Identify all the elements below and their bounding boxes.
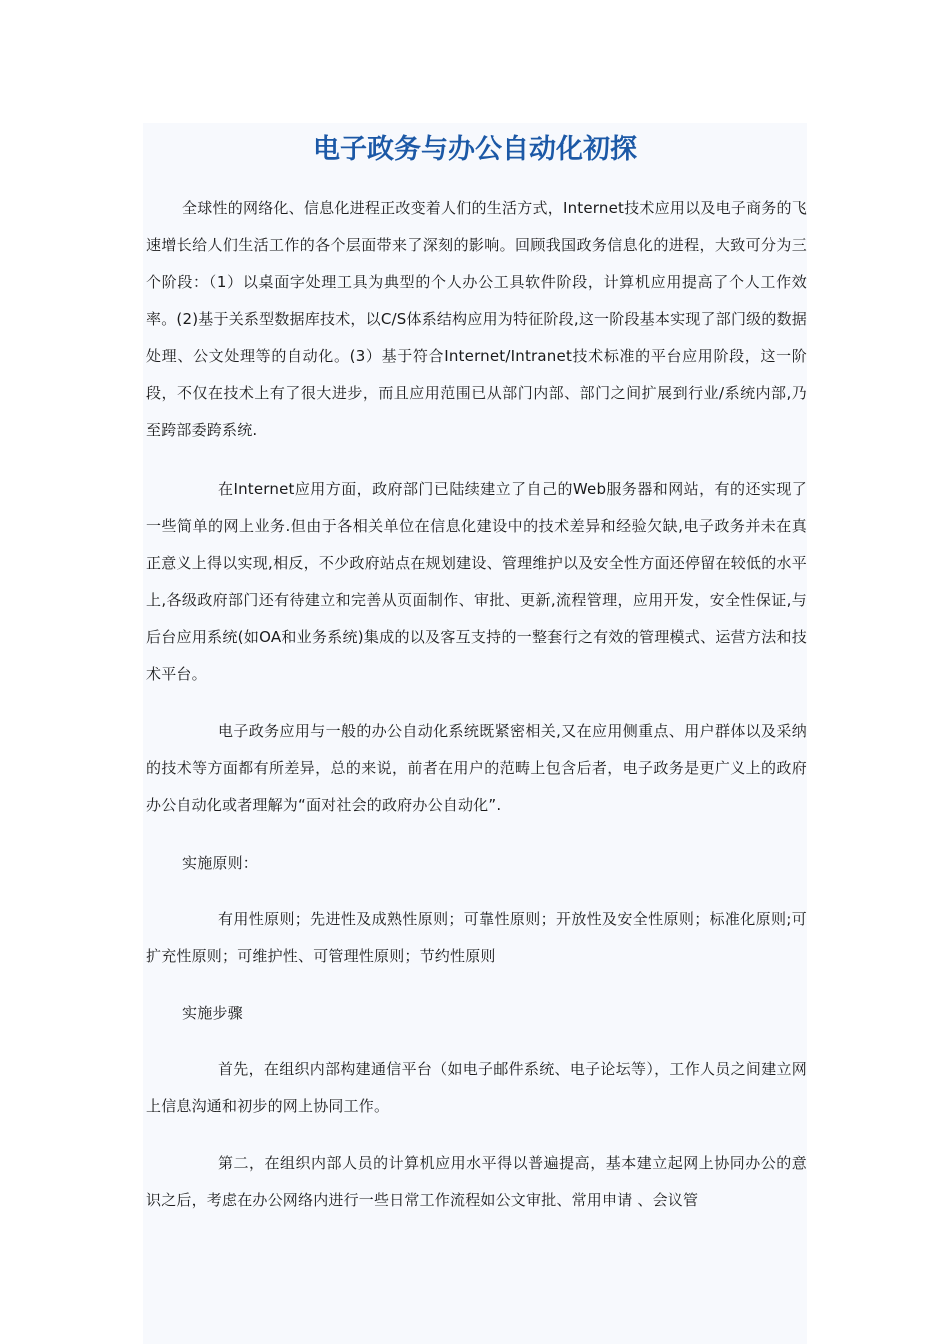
heading-implementation-steps: 实施步骤 xyxy=(182,1004,243,1022)
document-title: 电子政务与办公自动化初探 xyxy=(313,134,637,165)
paragraph-intro: 全球性的网络化、信息化进程正改变着人们的生活方式，Internet技术应用以及电子商务的飞速增长给人们生活工作的各个层面带来了深刻的影响。回顾我国政务信息化的进程，大致可分为三个阶段：（1）以桌面字处理工具为典型的个人办公工具软件阶段，计算机应用提高了个人工作效率。(2)基于关系型数据库技术，以C/S体系结构应用为特征阶段,这一阶段基本实现了部门级的数据处理、公文处理等的自动化。(3）基于符合Internet/Intranet技术标准的平台应用阶段，这一阶段，不仅在技术上有了很大进步，而且应用范围已从部门内部、部门之间扩展到行业/系统内部,乃至跨部委跨系统. xyxy=(146,199,807,439)
paragraph-principles-list: 有用性原则；先进性及成熟性原则；可靠性原则；开放性及安全性原则；标准化原则;可扩充性原则；可维护性、可管理性原则；节约性原则 xyxy=(146,910,807,965)
paragraph-internet-application: 在Internet应用方面，政府部门已陆续建立了自己的Web服务器和网站，有的还实现了一些简单的网上业务.但由于各相关单位在信息化建设中的技术差异和经验欠缺,电子政务并未在真正意义上得以实现,相反，不少政府站点在规划建设、管理维护以及安全性方面还停留在较低的水平上,各级政府部门还有待建立和完善从页面制作、审批、更新,流程管理，应用开发，安全性保证,与后台应用系统(如OA和业务系统)集成的以及客互支持的一整套行之有效的管理模式、运营方法和技术平台。 xyxy=(146,480,807,683)
heading-implementation-principles: 实施原则： xyxy=(182,854,259,872)
paragraph-step-second: 第二，在组织内部人员的计算机应用水平得以普遍提高，基本建立起网上协同办公的意识之后，考虑在办公网络内进行一些日常工作流程如公文审批、常用申请 、会议管 xyxy=(146,1154,807,1209)
paragraph-egov-vs-oa: 电子政务应用与一般的办公自动化系统既紧密相关,又在应用侧重点、用户群体以及采纳的技术等方面都有所差异，总的来说，前者在用户的范畴上包含后者，电子政务是更广义上的政府办公自动化或者理解为“面对社会的政府办公自动化”. xyxy=(146,722,807,814)
paragraph-step-first: 首先，在组织内部构建通信平台（如电子邮件系统、电子论坛等），工作人员之间建立网上信息沟通和初步的网上协同工作。 xyxy=(146,1060,807,1115)
